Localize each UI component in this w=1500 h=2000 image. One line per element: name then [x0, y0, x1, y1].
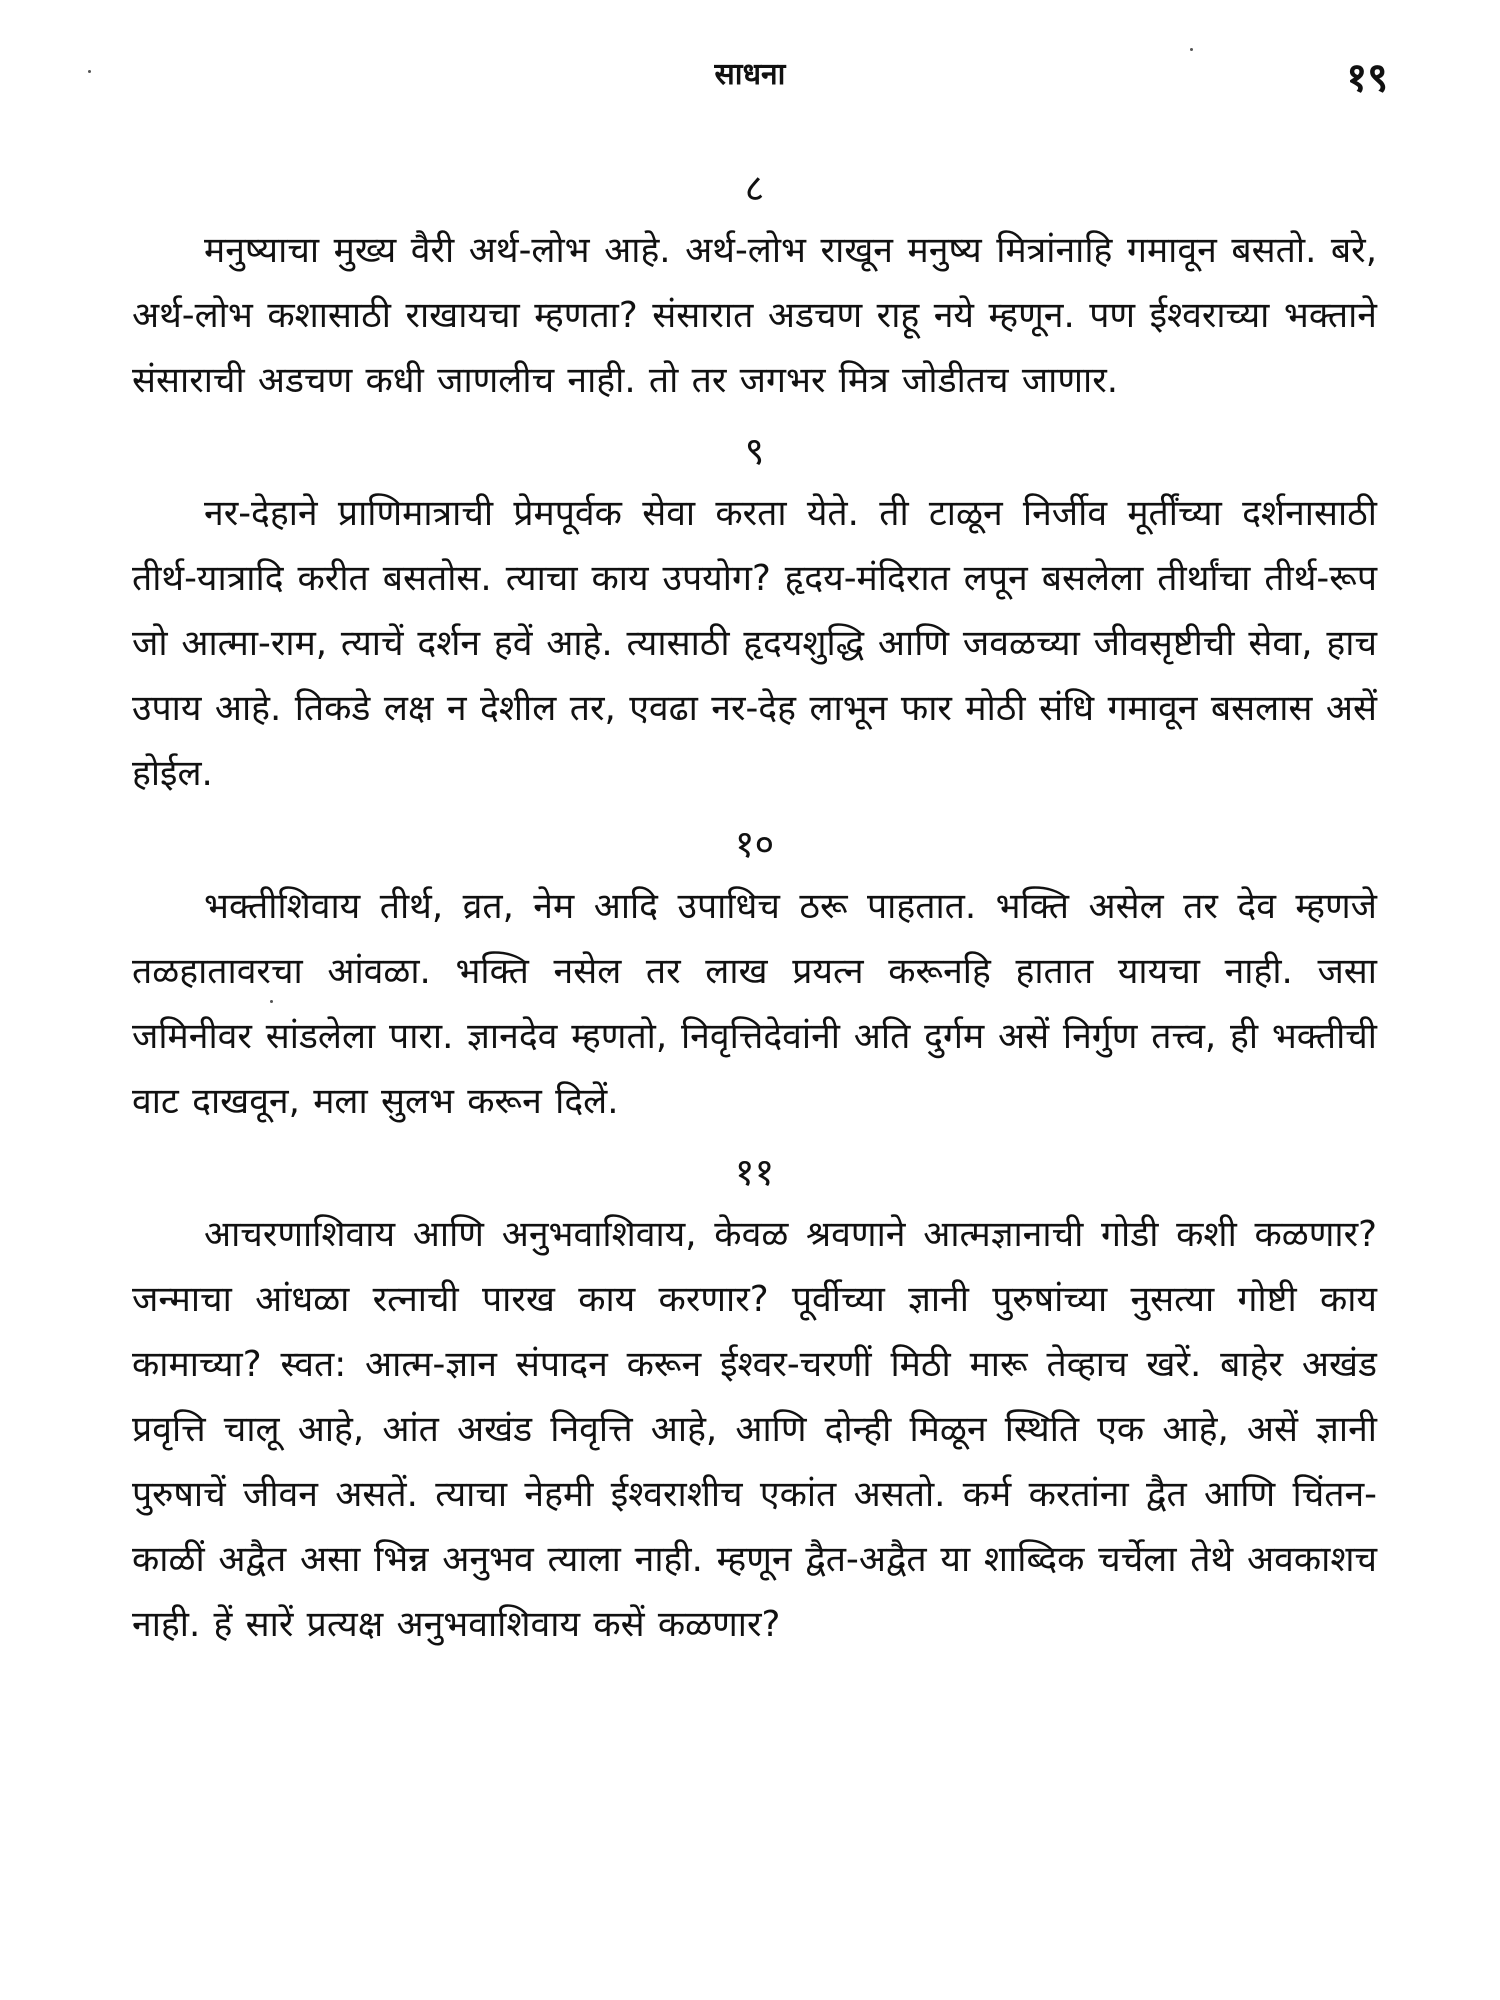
running-header: [0, 52, 1500, 112]
section-number: ११: [734, 1150, 775, 1194]
page-number: १९: [1346, 55, 1388, 101]
scan-speck: [1190, 48, 1193, 51]
running-title: साधना: [714, 57, 786, 92]
section-number: १०: [734, 822, 775, 866]
section-number: ९: [744, 429, 765, 473]
body-text: [132, 160, 1377, 1667]
paragraph: नर-देहाने प्राणिमात्राची प्रेमपूर्वक सेवा करता येते. ती टाळून निर्जीव मूर्तींच्या दर्शनासाठी तीर्थ-यात्रादि करीत बसतोस. त्याचा काय उपयोग? हृदय-मंदिरात लपून बसलेला तीर्थांचा तीर्थ-रूप जो आत्मा-राम, त्याचें दर्शन हवें आहे. त्यासाठी हृदयशुद्धि आणि जवळच्या जीवसृष्टीची सेवा, हाच उपाय आहे. तिकडे लक्ष न देशील तर, एवढा नर-देह लाभून फार मोठी संधि गमावून बसलास असें होईल.: [132, 493, 1377, 794]
scan-speck: [270, 1000, 273, 1003]
section-number: ८: [744, 166, 765, 210]
paragraph: भक्तीशिवाय तीर्थ, व्रत, नेम आदि उपाधिच ठरू पाहतात. भक्ति असेल तर देव म्हणजे तळहातावरचा आंवळा. भक्ति नसेल तर लाख प्रयत्न करूनहि हातात यायचा नाही. जसा जमिनीवर सांडलेला पारा. ज्ञानदेव म्हणतो, निवृत्तिदेवांनी अति दुर्गम असें निर्गुण तत्त्व, ही भक्तीची वाट दाखवून, मला सुलभ करून दिलें.: [132, 886, 1377, 1122]
scan-speck: [88, 70, 91, 73]
paragraph: आचरणाशिवाय आणि अनुभवाशिवाय, केवळ श्रवणाने आत्मज्ञानाची गोडी कशी कळणार? जन्माचा आंधळा रत्नाची पारख काय करणार? पूर्वीच्या ज्ञानी पुरुषांच्या नुसत्या गोष्टी काय कामाच्या? स्वत: आत्म-ज्ञान संपादन करून ईश्वर-चरणीं मिठी मारू तेव्हाच खरें. बाहेर अखंड प्रवृत्ति चालू आहे, आंत अखंड निवृत्ति आहे, आणि दोन्ही मिळून स्थिति एक आहे, असें ज्ञानी पुरुषाचें जीवन असतें. त्याचा नेहमी ईश्वराशीच एकांत असतो. कर्म करतांना द्वैत आणि चिंतन-काळीं अद्वैत असा भिन्न अनुभव त्याला नाही. म्हणून द्वैत-अद्वैत या शाब्दिक चर्चेला तेथे अवकाशच नाही. हें सारें प्रत्यक्ष अनुभवाशिवाय कसें कळणार?: [132, 1214, 1377, 1645]
paragraph: मनुष्याचा मुख्य वैरी अर्थ-लोभ आहे. अर्थ-लोभ राखून मनुष्य मित्रांनाहि गमावून बसतो. बरे, अर्थ-लोभ कशासाठी राखायचा म्हणता? संसारात अडचण राहू नये म्हणून. पण ईश्वराच्या भक्ताने संसाराची अडचण कधी जाणलीच नाही. तो तर जगभर मित्र जोडीतच जाणार.: [132, 230, 1377, 401]
